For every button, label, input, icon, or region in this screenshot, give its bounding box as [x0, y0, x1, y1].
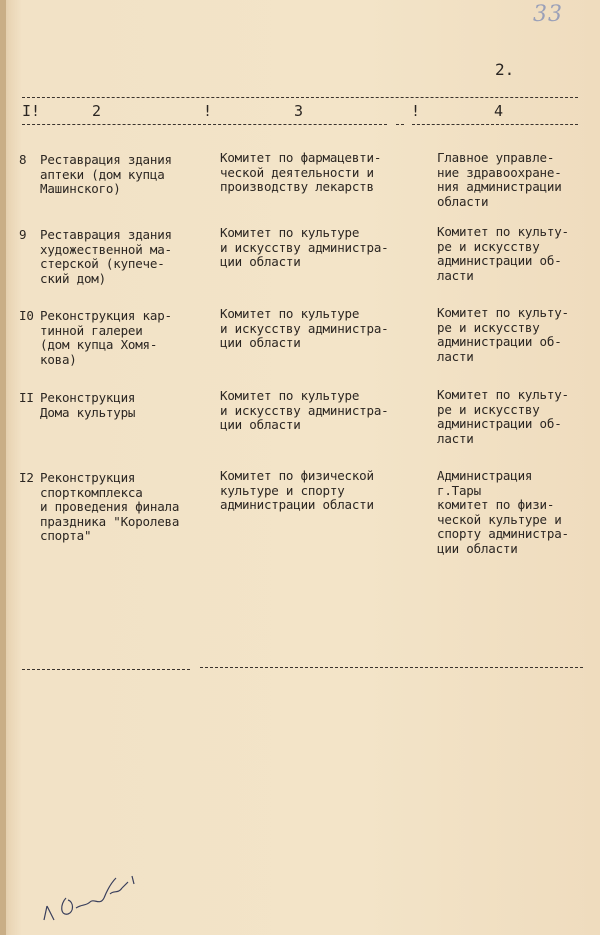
handwritten-signature	[38, 868, 148, 928]
project-name: Реконструкция кар- тинной галереи (дом купца Хомя- кова)	[40, 308, 172, 367]
header-col2: 2	[92, 102, 102, 120]
row-number: I0	[19, 308, 34, 323]
coordinating-authority: Администрация г.Тары комитет по физи- ческой культуре и спорту администра- ции области	[437, 468, 569, 556]
project-name: Реконструкция спорткомплекса и проведения финала праздника "Королева спорта"	[40, 470, 180, 543]
row-number: 8	[19, 152, 27, 167]
header-separator: !	[203, 102, 213, 120]
header-col3: 3	[294, 102, 304, 120]
header-bottom-rule	[412, 124, 578, 125]
coordinating-authority: Комитет по культу- ре и искусству администрации об- ласти	[437, 224, 569, 283]
row-number: 9	[19, 227, 27, 242]
responsible-committee: Комитет по культуре и искусству администра- ции области	[220, 306, 389, 350]
archive-page-number: 33	[533, 2, 563, 27]
project-name: Реконструкция Дома культуры	[40, 390, 136, 420]
responsible-committee: Комитет по физической культуре и спорту администрации области	[220, 468, 374, 512]
project-name: Реставрация здания аптеки (дом купца Машинского)	[40, 152, 172, 196]
header-col4: 4	[494, 102, 504, 120]
coordinating-authority: Главное управле- ние здравоохране- ния администрации области	[437, 150, 562, 209]
header-bottom-rule	[22, 124, 387, 125]
row-number: II	[19, 390, 34, 405]
header-col1: I!	[22, 102, 41, 120]
table-bottom-rule	[22, 669, 190, 670]
responsible-committee: Комитет по культуре и искусству администра- ции области	[220, 388, 389, 432]
coordinating-authority: Комитет по культу- ре и искусству администрации об- ласти	[437, 305, 569, 364]
header-separator: !	[411, 102, 421, 120]
page-number: 2.	[495, 60, 515, 79]
table-bottom-rule	[200, 667, 583, 668]
responsible-committee: Комитет по фармацевти- ческой деятельности и производству лекарств	[220, 150, 382, 194]
header-top-rule	[22, 97, 578, 98]
responsible-committee: Комитет по культуре и искусству администра- ции области	[220, 225, 389, 269]
project-name: Реставрация здания художественной ма- стерской (купече- ский дом)	[40, 227, 172, 286]
coordinating-authority: Комитет по культу- ре и искусству администрации об- ласти	[437, 387, 569, 446]
header-bottom-rule	[396, 124, 404, 125]
row-number: I2	[19, 470, 34, 485]
page-binding-edge	[0, 0, 6, 935]
